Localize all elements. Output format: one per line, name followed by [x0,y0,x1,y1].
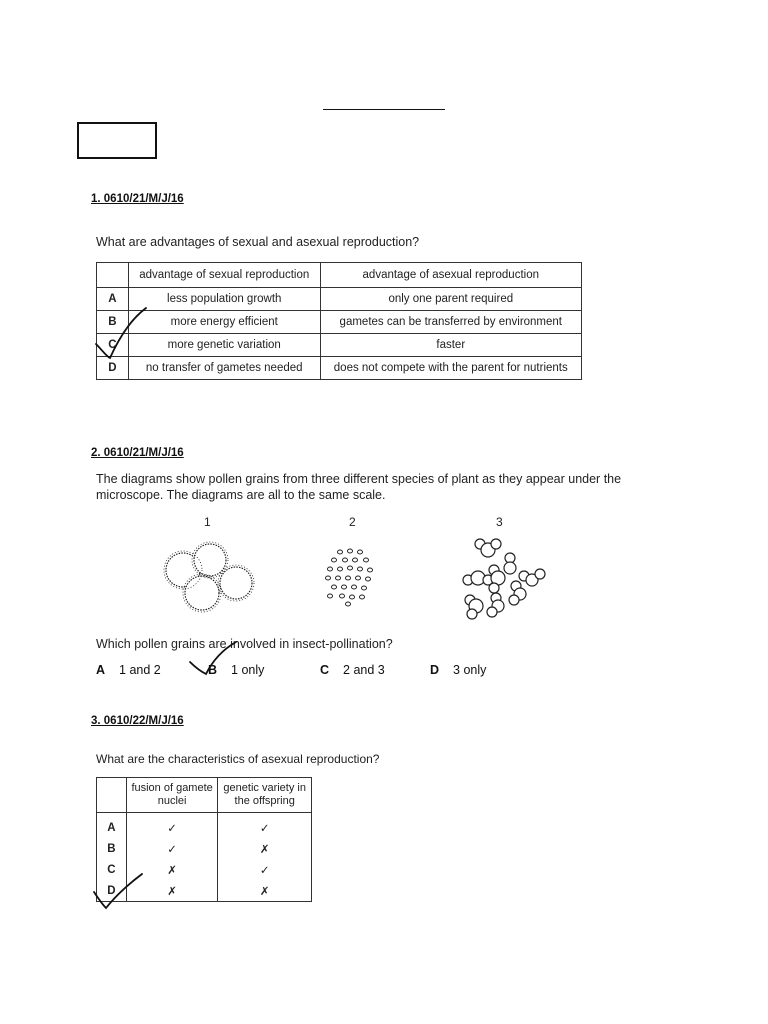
q2-option-letter: B [208,663,218,677]
q2-option-letter: A [96,663,106,677]
q1-answer-checkmark-icon [90,300,160,362]
q2-heading: 2. 0610/21/M/J/16 [91,447,184,459]
q1-table [96,262,582,380]
q3-label: D [97,880,127,902]
q2-option-text: 1 only [231,663,265,677]
q1-header-blank [97,263,129,288]
q1-label: C [97,334,129,357]
q1-asexual-cell: only one parent required [320,288,581,311]
q3-fusion-cell: ✗ [126,859,218,880]
q3-label: C [97,859,127,880]
q2-option-letter: D [430,663,440,677]
q3-variety-cell: ✗ [218,838,312,859]
q2-intro-line2: microscope. The diagrams are all to the same scale. [96,488,386,502]
q2-question: Which pollen grains are involved in insect-pollination? [96,637,393,651]
q3-header-fusion: fusion of gamete nuclei [126,778,218,813]
q3-header-variety: genetic variety in the offspring [218,778,312,813]
q3-variety-cell: ✗ [218,880,312,902]
q2-option-text: 1 and 2 [119,663,161,677]
q1-label: A [97,288,129,311]
q3-answer-checkmark-icon [90,868,152,914]
q2-answer-checkmark-icon [186,638,246,680]
title-underline [323,109,445,110]
q2-option-d [430,663,486,677]
q1-row-c [97,334,582,357]
q2-option-letter: C [320,663,330,677]
q3-header-blank [97,778,127,813]
q3-heading: 3. 0610/22/M/J/16 [91,715,184,727]
diagram-label-2: 2 [349,515,356,529]
q1-asexual-cell: faster [320,334,581,357]
q1-header-sexual: advantage of sexual reproduction [128,263,320,288]
q1-question: What are advantages of sexual and asexual reproduction? [96,235,420,249]
q3-fusion-cell: ✗ [126,880,218,902]
q3-fusion-cell: ✓ [126,813,218,839]
q1-row-b [97,311,582,334]
q3-row-a [97,813,312,839]
q3-variety-cell: ✓ [218,859,312,880]
q1-row-a [97,288,582,311]
q3-label: A [97,813,127,839]
diagram-label-1: 1 [204,515,211,529]
q3-header-row [97,778,312,813]
q2-intro-line1: The diagrams show pollen grains from three different species of plant as they appear under the [96,472,622,486]
q3-question: What are the characteristics of asexual reproduction? [96,752,380,766]
q2-option-a [96,663,161,677]
q1-sexual-cell: more energy efficient [128,311,320,334]
q1-header-row [97,263,582,288]
q2-option-text: 3 only [453,663,487,677]
q1-sexual-cell: no transfer of gametes needed [128,357,320,380]
q3-variety-cell: ✓ [218,813,312,839]
q2-option-text: 2 and 3 [343,663,385,677]
pollen-diagram-3-icon [458,534,550,620]
name-box [77,122,157,159]
diagram-label-3: 3 [496,515,503,529]
pollen-diagram-1-icon [158,538,258,620]
q1-row-d [97,357,582,380]
q1-sexual-cell: less population growth [128,288,320,311]
pollen-diagram-2-icon [320,546,380,608]
q1-sexual-cell: more genetic variation [128,334,320,357]
q1-label: B [97,311,129,334]
q1-heading: 1. 0610/21/M/J/16 [91,193,184,205]
q1-label: D [97,357,129,380]
q1-asexual-cell: does not compete with the parent for nutrients [320,357,581,380]
q2-option-c [320,663,385,677]
q1-asexual-cell: gametes can be transferred by environment [320,311,581,334]
q3-fusion-cell: ✓ [126,838,218,859]
q3-label: B [97,838,127,859]
q1-header-asexual: advantage of asexual reproduction [320,263,581,288]
q3-row-b [97,838,312,859]
